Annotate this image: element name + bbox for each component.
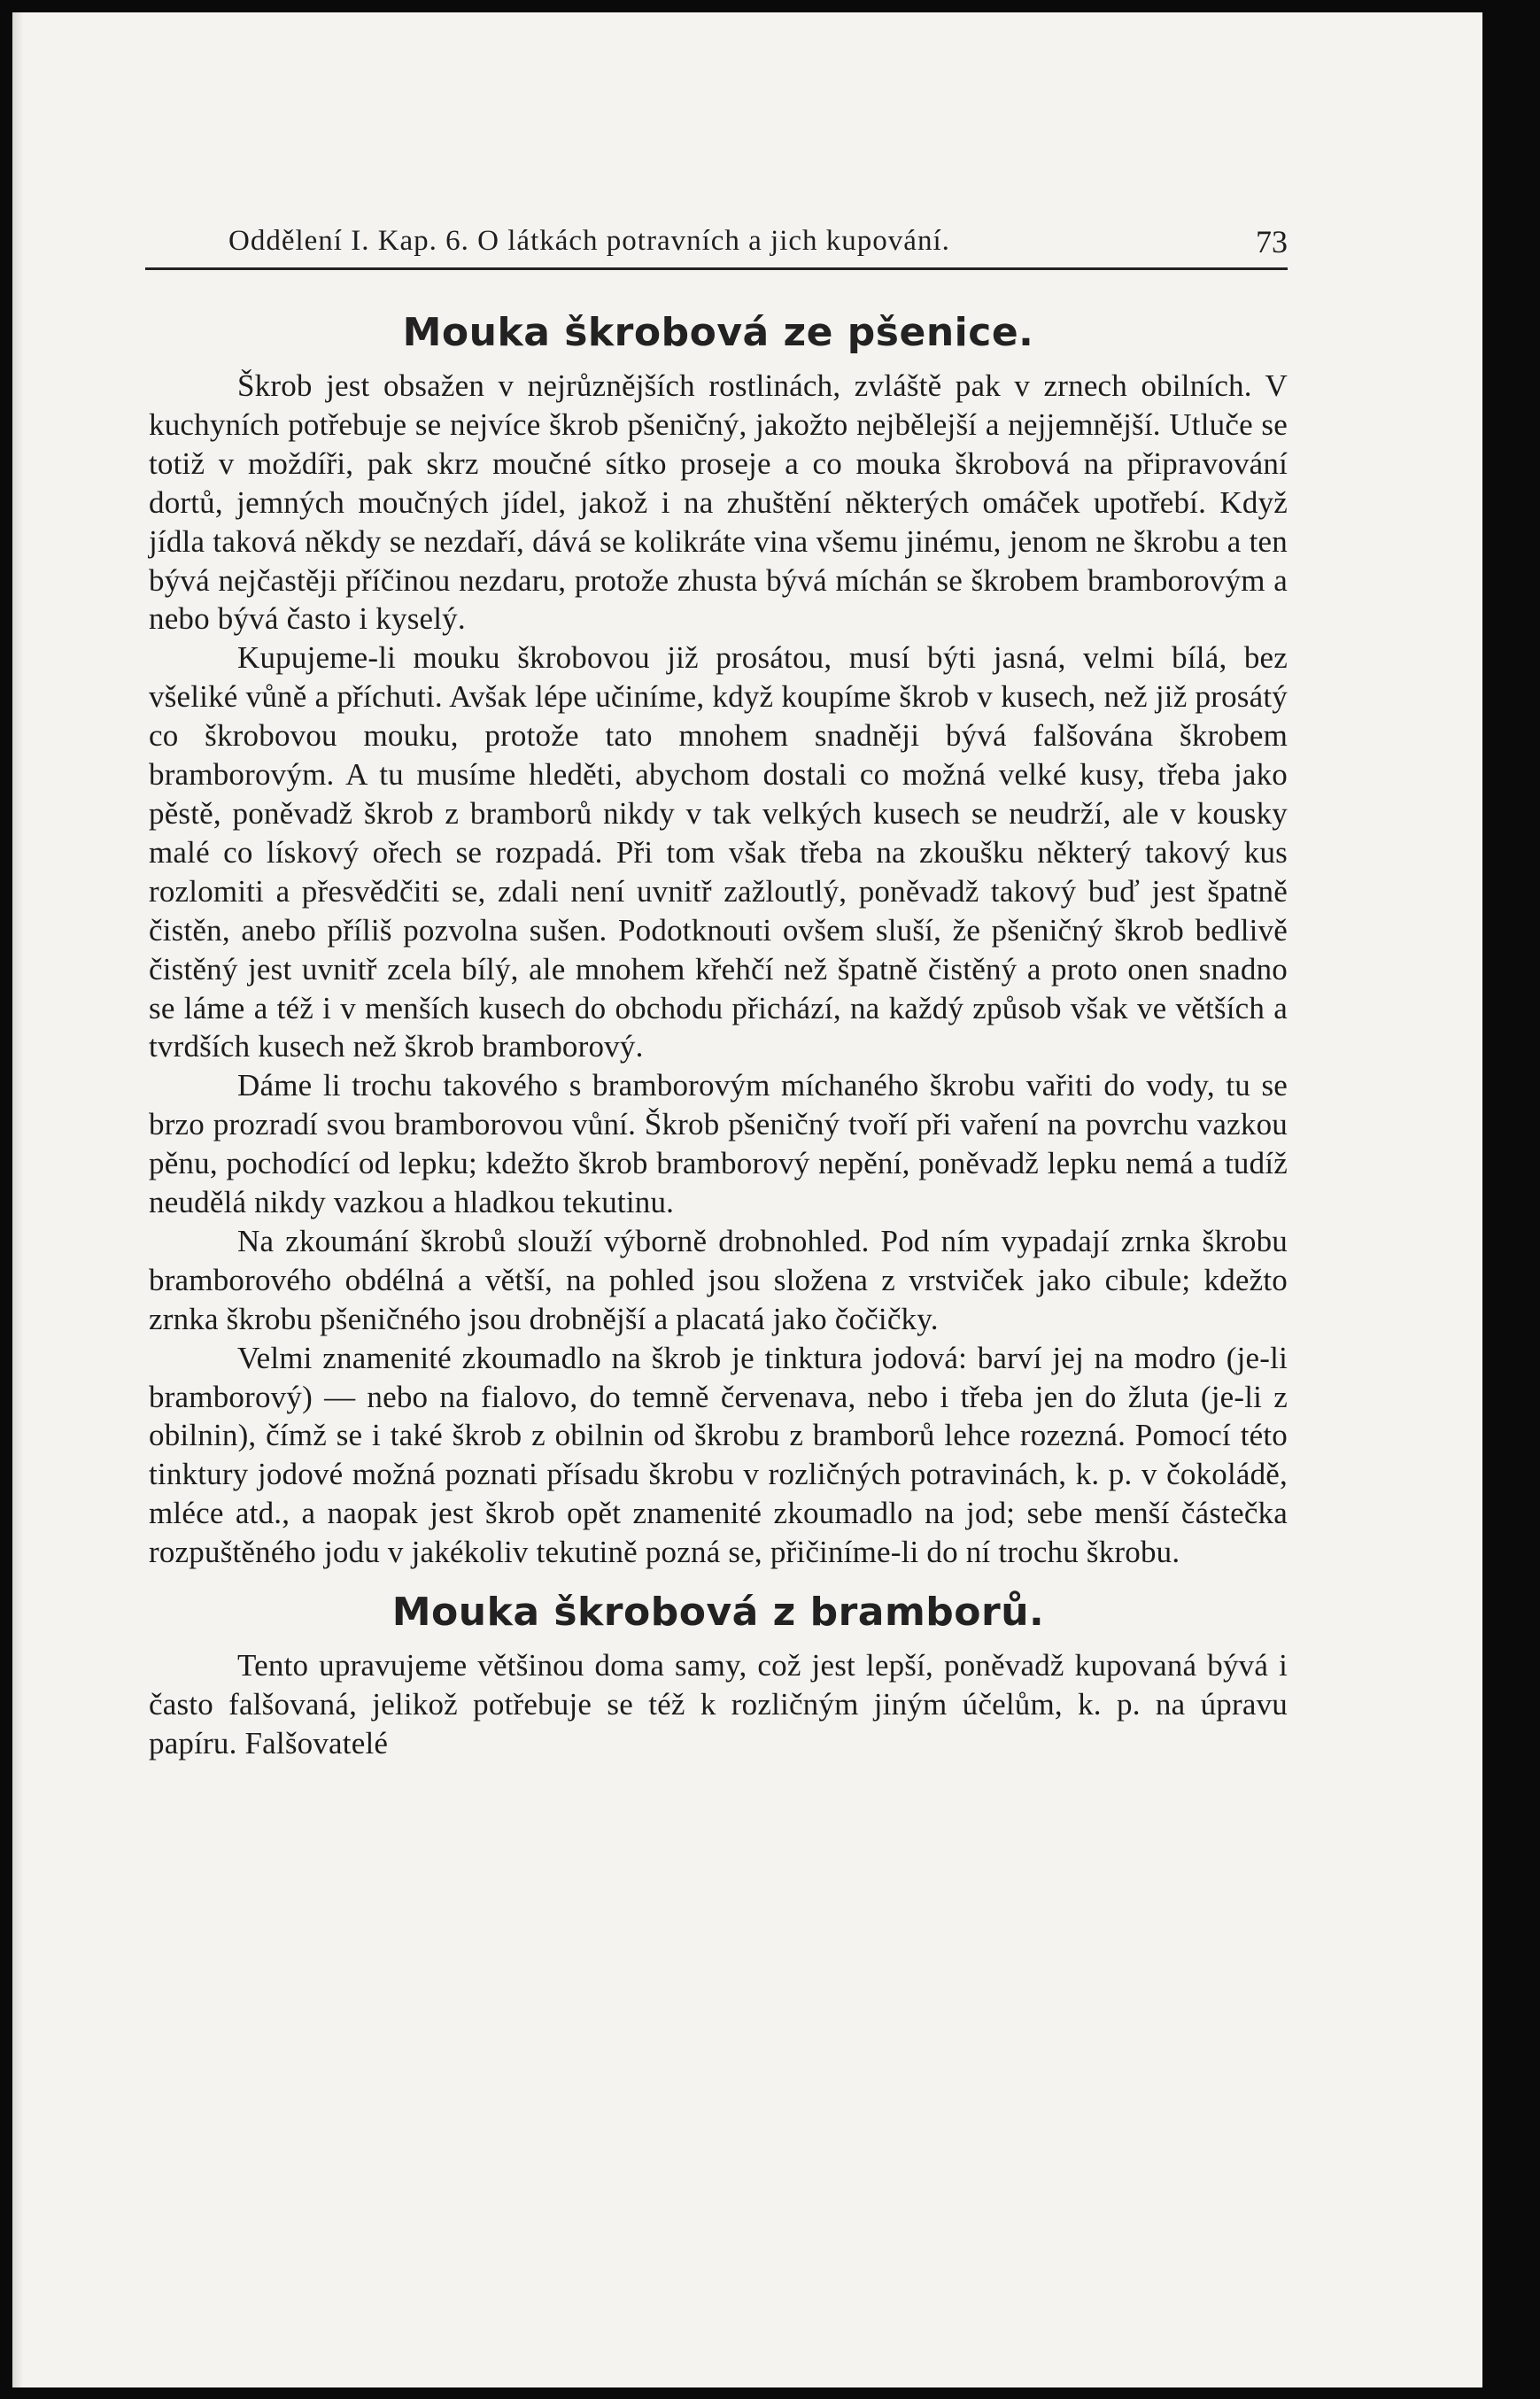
paragraph: Škrob jest obsažen v nejrůznějších rostlinách, zvláště pak v zrnech obilních. V kuchyních potřebuje se nejvíce škrob pšeničný, jakožto nejbělejší a nejjemnější. Utluče se totiž v moždíři, pak skrz moučné sítko proseje a co mouka škrobová na připravování dortů, jemných moučných jídel, jakož i na zhuštění některých omáček upotřebí. Když jídla taková někdy se nezdaří, dává se kolikráte vina všemu jinému, jenom ne škrobu a ten bývá nejčastěji příčinou nezdaru, protože zhusta bývá míchán se škrobem bramborovým a nebo bývá často i kyselý. bbox=[149, 368, 1288, 637]
paragraph: Kupujeme-li mouku škrobovou již prosátou, musí býti jasná, velmi bílá, bez všeliké vůně a příchuti. Avšak lépe učiníme, když koupíme škrob v kusech, než již prosátý co škrobovou mouku, protože tato mnohem snadněji bývá falšována škrobem bramborovým. A tu musíme hleděti, abychom dostali co možná velké kusy, třeba jako pěstě, poněvadž škrob z bramborů nikdy v tak velkých kusech se neudrží, ale v kousky malé co lískový ořech se rozpadá. Při tom však třeba na zkoušku některý takový kus rozlomiti a přesvědčiti se, zdali není uvnitř zažloutlý, poněvadž takový buď jest špatně čistěn, anebo příliš pozvolna sušen. Podotknouti ovšem sluší, že pšeničný škrob bedlivě čistěný jest uvnitř zcela bílý, ale mnohem křehčí než špatně čistěný a proto onen snadno se láme a též i v menších kusech do obchodu přichází, na každý způsob však ve větších a tvrdších kusech než škrob bramborový. bbox=[149, 640, 1288, 1064]
main-text bbox=[149, 305, 1288, 1763]
page-fold-shadow bbox=[12, 12, 23, 2387]
book-page bbox=[12, 12, 1482, 2387]
page-number: 73 bbox=[1256, 224, 1288, 259]
running-title: Oddělení I. Kap. 6. O látkách potravních a jich kupování. bbox=[228, 225, 950, 257]
paragraph: Velmi znamenité zkoumadlo na škrob je tinktura jodová: barví jej na modro (je-li bramborový) — nebo na fialovo, do temně červenava, nebo i třeba jen do žluta (je-li z obilnin), čímž se i také škrob z obilnin od škrobu z bramborů lehce rozezná. Pomocí této tinktury jodové možná poznati přísadu škrobu v rozličných potravinách, k. p. v čokoládě, mléce atd., a naopak jest škrob opět znamenité zkoumadlo na jod; sebe menší částečka rozpuštěného jodu v jakékoliv tekutině pozná se, přičiníme-li do ní trochu škrobu. bbox=[149, 1340, 1288, 1570]
section-title-wheat-starch: Mouka škrobová ze pšenice. bbox=[402, 310, 1034, 355]
paragraph: Tento upravujeme většinou doma samy, což jest lepší, poněvadž kupovaná bývá i často falšovaná, jelikož potřebuje se též k rozličným jiným účelům, k. p. na úpravu papíru. Falšovatelé bbox=[149, 1648, 1288, 1761]
running-header bbox=[145, 216, 1288, 270]
paragraph: Dáme li trochu takového s bramborovým míchaného škrobu vařiti do vody, tu se brzo prozradí svou bramborovou vůní. Škrob pšeničný tvoří při vaření na povrchu vazkou pěnu, pochodící od lepku; kdežto škrob bramborový nepění, poněvadž lepku nemá a tudíž neudělá nikdy vazkou a hladkou tekutinu. bbox=[149, 1068, 1288, 1220]
paragraph: Na zkoumání škrobů slouží výborně drobnohled. Pod ním vypadají zrnka škrobu bramborového obdélná a větší, na pohled jsou složena z vrstviček jako cibule; kdežto zrnka škrobu pšeničného jsou drobnější a placatá jako čočičky. bbox=[149, 1223, 1288, 1336]
section-title-potato-starch: Mouka škrobová z bramborů. bbox=[391, 1590, 1045, 1636]
